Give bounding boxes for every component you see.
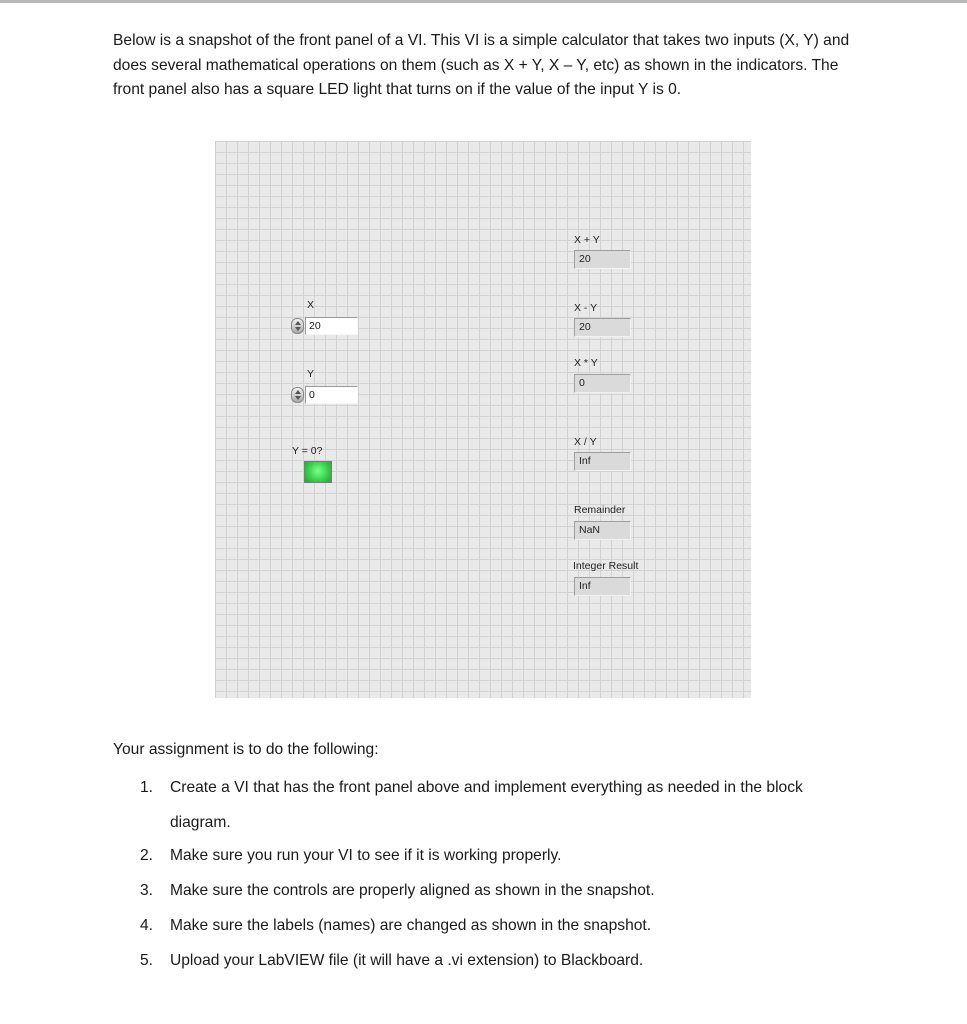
assignment-steps	[140, 776, 860, 984]
step-item	[140, 844, 860, 868]
step-text: Make sure the controls are properly aligned as shown in the snapshot.	[170, 882, 655, 899]
led-label: Y = 0?	[292, 445, 323, 457]
step-item	[140, 770, 860, 840]
diff-indicator-label: X - Y	[574, 302, 598, 314]
x-numeric-control	[291, 317, 361, 335]
y-value-field: 0	[305, 386, 358, 404]
y-numeric-control	[291, 386, 361, 404]
diff-indicator: 20	[574, 318, 631, 337]
step-number: 3.	[140, 882, 154, 899]
step-item	[140, 914, 860, 938]
quot-indicator: Inf	[574, 452, 631, 471]
quot-indicator-label: X / Y	[574, 436, 597, 448]
step-text: Make sure the labels (names) are changed as shown in the snapshot.	[170, 917, 652, 934]
prod-indicator: 0	[574, 374, 631, 393]
y-increment-decrement-icon	[291, 387, 304, 403]
y-control-label: Y	[307, 368, 315, 380]
integer-result-indicator: Inf	[574, 577, 631, 596]
sum-indicator-label: X + Y	[574, 234, 600, 246]
assignment-heading: Your assignment is to do the following:	[113, 741, 379, 758]
y-zero-led	[304, 461, 332, 483]
remainder-indicator-label: Remainder	[574, 504, 626, 516]
step-number: 2.	[140, 847, 154, 864]
top-rule	[0, 0, 967, 3]
step-number: 1.	[140, 779, 154, 796]
step-text: Create a VI that has the front panel above and implement everything as needed in the block diagram.	[170, 779, 803, 831]
x-control-label: X	[307, 299, 315, 311]
step-text: Make sure you run your VI to see if it is working properly.	[170, 847, 562, 864]
sum-indicator: 20	[574, 250, 631, 269]
front-panel-snapshot	[215, 141, 751, 698]
integer-result-indicator-label: Integer Result	[573, 560, 639, 572]
prod-indicator-label: X * Y	[574, 357, 598, 369]
step-item	[140, 949, 860, 973]
remainder-indicator: NaN	[574, 521, 631, 540]
x-increment-decrement-icon	[291, 318, 304, 334]
step-number: 5.	[140, 952, 154, 969]
x-value-field: 20	[305, 317, 358, 335]
intro-paragraph: Below is a snapshot of the front panel of a VI. This VI is a simple calculator that takes two inputs (X, Y) and does several mathematical operations on them (such as X + Y, X – Y, etc) as shown in the indicators. The front panel also has a square LED light that turns on if the value of the input Y is 0.	[113, 32, 850, 99]
step-text: Upload your LabVIEW file (it will have a .vi extension) to Blackboard.	[170, 952, 644, 969]
step-number: 4.	[140, 917, 154, 934]
step-item	[140, 879, 860, 903]
